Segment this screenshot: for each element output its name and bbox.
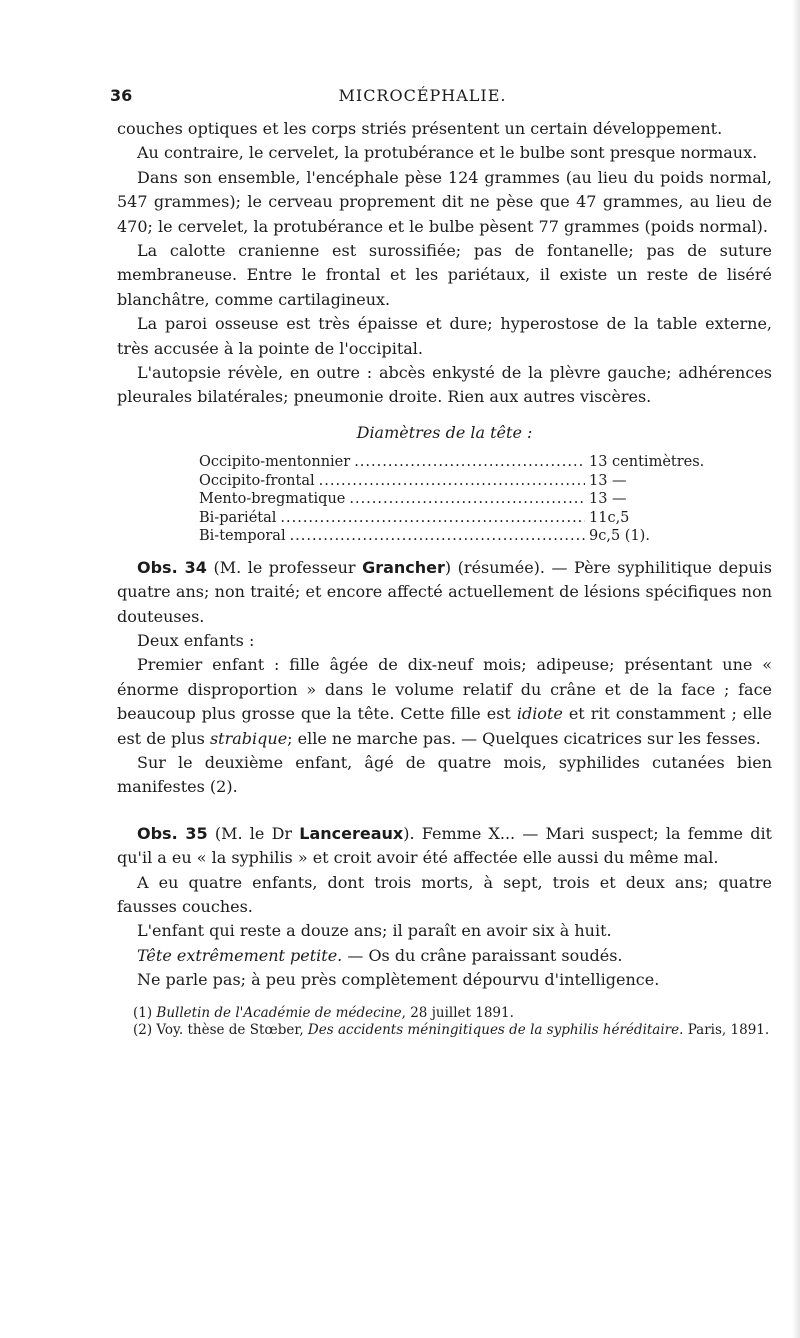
text-run: et rit constamment ; elle est de plus bbox=[117, 704, 772, 748]
measurement-row bbox=[199, 490, 739, 509]
leader-dots bbox=[280, 509, 585, 528]
measurement-row bbox=[199, 527, 739, 546]
physician-name: Lancereaux bbox=[299, 823, 404, 843]
measurement-value: 13 centimètres. bbox=[589, 454, 705, 471]
measurement-row bbox=[199, 472, 739, 491]
obs-intro-text: (M. le professeur bbox=[213, 557, 363, 577]
paragraph: Ne parle pas; à peu près complètement dépourvu d'intelligence. bbox=[137, 970, 660, 990]
observation-35-intro bbox=[117, 822, 772, 871]
page-number: 36 bbox=[110, 86, 133, 105]
paragraph: Dans son ensemble, l'encéphale pèse 124 grammes (au lieu du poids normal, 547 grammes); le cerveau proprement dit ne pèse que 47 grammes, au lieu de 470; le cervelet, la protubérance et le bulbe pèsent 77 grammes (poids normal). bbox=[117, 167, 772, 236]
text-run: — Os du crâne paraissant soudés. bbox=[342, 945, 623, 965]
measurements-table bbox=[199, 453, 739, 546]
obs-intro-text: ) (résumée). — Père syphilitique depuis quatre ans; non traité; et encore affecté actuellement de lésions spécifiques non douteuses. bbox=[117, 557, 773, 626]
body-text bbox=[117, 117, 772, 1039]
paragraph: L'autopsie révèle, en outre : abcès enkysté de la plèvre gauche; adhérences pleurales bilatérales; pneumonie droite. Rien aux autres viscères. bbox=[117, 363, 772, 407]
paragraph: Sur le deuxième enfant, âgé de quatre mois, syphilides cutanées bien manifestes (2). bbox=[117, 753, 772, 797]
observation-label: Obs. 35 bbox=[137, 823, 208, 843]
measurement-value: 13 — bbox=[589, 491, 627, 508]
footnote-1 bbox=[117, 1005, 772, 1022]
text-run: . Paris, 1891. bbox=[679, 1021, 770, 1038]
text-run: (2) Voy. thèse de Stœber, bbox=[133, 1021, 308, 1038]
measurement-label: Mento-bregmatique bbox=[199, 491, 346, 508]
page-header bbox=[110, 86, 735, 110]
leader-dots bbox=[349, 490, 585, 509]
italic-text: Des accidents méningitiques de la syphilis héréditaire bbox=[307, 1021, 680, 1038]
measurements-title: Diamètres de la tête : bbox=[356, 422, 533, 442]
measurement-label: Bi-pariétal bbox=[199, 509, 277, 526]
footnote-number: (1) bbox=[133, 1004, 157, 1021]
observation-34-intro bbox=[117, 556, 772, 629]
footnotes bbox=[117, 1005, 772, 1039]
measurement-label: Bi-temporal bbox=[199, 528, 286, 545]
measurement-row bbox=[199, 509, 739, 528]
obs-intro-text: (M. le Dr bbox=[214, 823, 300, 843]
paragraph: La paroi osseuse est très épaisse et dure; hyperostose de la table externe, très accusée à la pointe de l'occipital. bbox=[117, 314, 772, 358]
observation-label: Obs. 34 bbox=[137, 557, 207, 577]
paragraph: La calotte cranienne est surossifiée; pas de fontanelle; pas de suture membraneuse. Entre le frontal et les pariétaux, il existe un reste de liséré blanchâtre, comme cartilagineux. bbox=[117, 241, 772, 309]
italic-text: strabique bbox=[209, 728, 288, 748]
text-run: ; elle ne marche pas. — Quelques cicatrices sur les fesses. bbox=[287, 728, 761, 748]
paragraph: couches optiques et les corps striés présentent un certain développement. bbox=[117, 119, 723, 138]
text-run: Premier enfant : fille âgée de dix-neuf mois; adipeuse; présentant une « énorme disproportion » dans le volume relatif du crâne et de la face ; face beaucoup plus grosse que la tête. Cette fille est bbox=[117, 655, 772, 724]
footnote-2 bbox=[117, 1022, 772, 1039]
leader-dots bbox=[290, 527, 585, 546]
text-run: , 28 juillet 1891. bbox=[401, 1004, 514, 1021]
paragraph: L'enfant qui reste a douze ans; il paraît en avoir six à huit. bbox=[137, 921, 612, 941]
paragraph bbox=[117, 653, 772, 751]
italic-text: idiote bbox=[516, 704, 563, 724]
obs-intro-text: ). Femme X... — Mari suspect; la femme dit qu'il a eu « la syphilis » et croit avoir été affectée elle aussi du même mal. bbox=[117, 823, 772, 868]
measurement-value: 13 — bbox=[589, 472, 627, 489]
page-edge-shadow bbox=[792, 0, 800, 1338]
paragraph: A eu quatre enfants, dont trois morts, à sept, trois et deux ans; quatre fausses couches. bbox=[117, 872, 772, 917]
italic-text: Bulletin de l'Académie de médecine bbox=[156, 1004, 402, 1021]
section-gap bbox=[117, 800, 772, 822]
paragraph: Au contraire, le cervelet, la protubérance et le bulbe sont presque normaux. bbox=[137, 143, 758, 163]
measurement-label: Occipito-mentonnier bbox=[199, 454, 351, 471]
leader-dots bbox=[354, 453, 585, 472]
paragraph bbox=[117, 944, 772, 968]
leader-dots bbox=[319, 472, 585, 491]
paragraph: Deux enfants : bbox=[137, 631, 255, 650]
measurement-label: Occipito-frontal bbox=[199, 472, 315, 489]
physician-name: Grancher bbox=[362, 557, 445, 577]
measurement-row bbox=[199, 453, 739, 472]
measurement-value: 11c,5 bbox=[589, 509, 630, 526]
measurement-value: 9c,5 (1). bbox=[589, 528, 650, 545]
italic-text: Tête extrêmement petite. bbox=[137, 945, 343, 965]
running-title: MICROCÉPHALIE. bbox=[338, 86, 507, 105]
